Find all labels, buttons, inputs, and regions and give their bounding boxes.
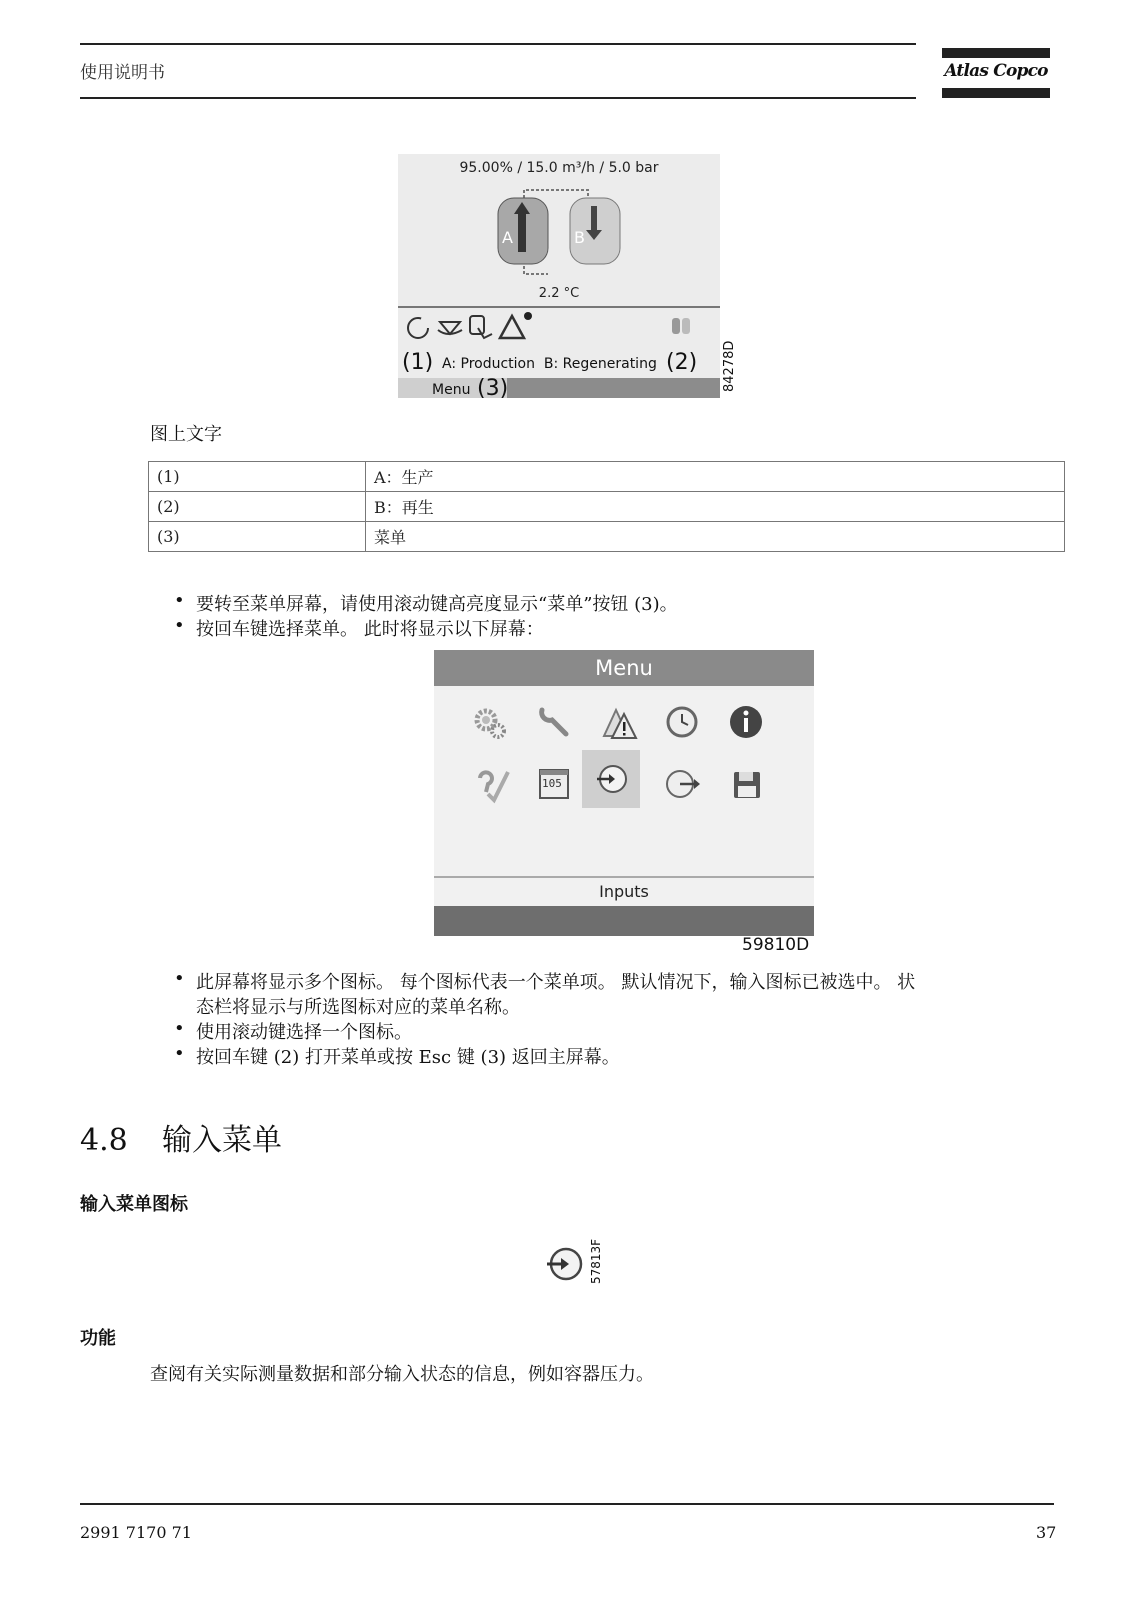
legend-table (148, 461, 1065, 552)
vessels-small-icon (672, 318, 690, 334)
figure1-icon-row (398, 308, 720, 348)
menu-bottom-bar (434, 906, 814, 936)
icon-code: 57813F (589, 1238, 603, 1284)
figure1-status-bar (398, 350, 720, 378)
wrench-icon[interactable] (534, 702, 574, 742)
figure2-code: 59810D (742, 935, 810, 955)
subheading-function: 功能 (80, 1328, 116, 1349)
table-row (149, 492, 1065, 522)
legend-text: B：再生 (366, 492, 1065, 522)
outputs-icon[interactable] (662, 764, 702, 804)
callout-1: (1) (402, 350, 434, 375)
inputs-icon-selected[interactable] (582, 750, 640, 808)
hand-icon (470, 316, 492, 338)
legend-ref: (2) (149, 492, 366, 522)
input-menu-icon (543, 1243, 585, 1285)
section-heading (80, 1115, 282, 1159)
vessel-a-label: A (502, 228, 513, 247)
warning-icon[interactable] (598, 702, 638, 742)
document-title: 使用说明书 (80, 63, 165, 83)
counter-value: 105 (542, 777, 562, 790)
menu-screen-title: Menu (434, 650, 814, 686)
function-text: 查阅有关实际测量数据和部分输入状态的信息，例如容器压力。 (150, 1364, 654, 1385)
figure1-menu-bar (398, 378, 720, 398)
subheading-icon: 输入菜单图标 (80, 1194, 188, 1215)
figure1-status-text: A: Production B: Regenerating (442, 356, 657, 372)
water-drop-icon (438, 322, 462, 334)
figure1-top-line: 95.00% / 15.0 m³/h / 5.0 bar (459, 160, 659, 176)
legend-text: 菜单 (366, 522, 1065, 552)
legend-ref: (3) (149, 522, 366, 552)
menu-screen-figure (434, 650, 814, 936)
callout-3: (3) (477, 376, 509, 398)
legend-text: A：生产 (366, 462, 1065, 492)
figure1-temperature: 2.2 °C (538, 286, 580, 301)
section-title: 输入菜单 (162, 1123, 282, 1158)
check-wrench-icon[interactable] (470, 764, 510, 804)
main-screen-figure (398, 154, 720, 398)
legend-ref: (1) (149, 462, 366, 492)
refresh-icon (408, 318, 428, 338)
menu-button-label: Menu (432, 382, 471, 398)
document-number: 2991 7170 71 (80, 1523, 192, 1542)
table-row (149, 522, 1065, 552)
callout-2: (2) (666, 350, 698, 375)
vessel-b-label: B (574, 228, 585, 247)
section-number: 4.8 (80, 1123, 128, 1158)
info-icon[interactable] (726, 702, 766, 742)
alarm-icon (500, 312, 532, 338)
footer-rule (80, 1503, 1054, 1505)
logo-text: Atlas Copco (944, 61, 1048, 81)
header-top-rule (80, 43, 916, 45)
counter-icon[interactable] (534, 764, 574, 804)
page-number: 37 (1036, 1523, 1057, 1542)
menu-button[interactable] (398, 378, 507, 398)
inputs-icon (591, 759, 631, 799)
figure1-code: 84278D (722, 340, 737, 392)
atlas-copco-logo (942, 48, 1050, 100)
header-bottom-rule (80, 97, 916, 99)
gears-icon[interactable] (470, 702, 510, 742)
menu-status-label: Inputs (434, 876, 814, 906)
save-icon[interactable] (726, 764, 766, 804)
table-row (149, 462, 1065, 492)
clock-icon[interactable] (662, 702, 702, 742)
figure-caption: 图上文字 (150, 424, 222, 445)
